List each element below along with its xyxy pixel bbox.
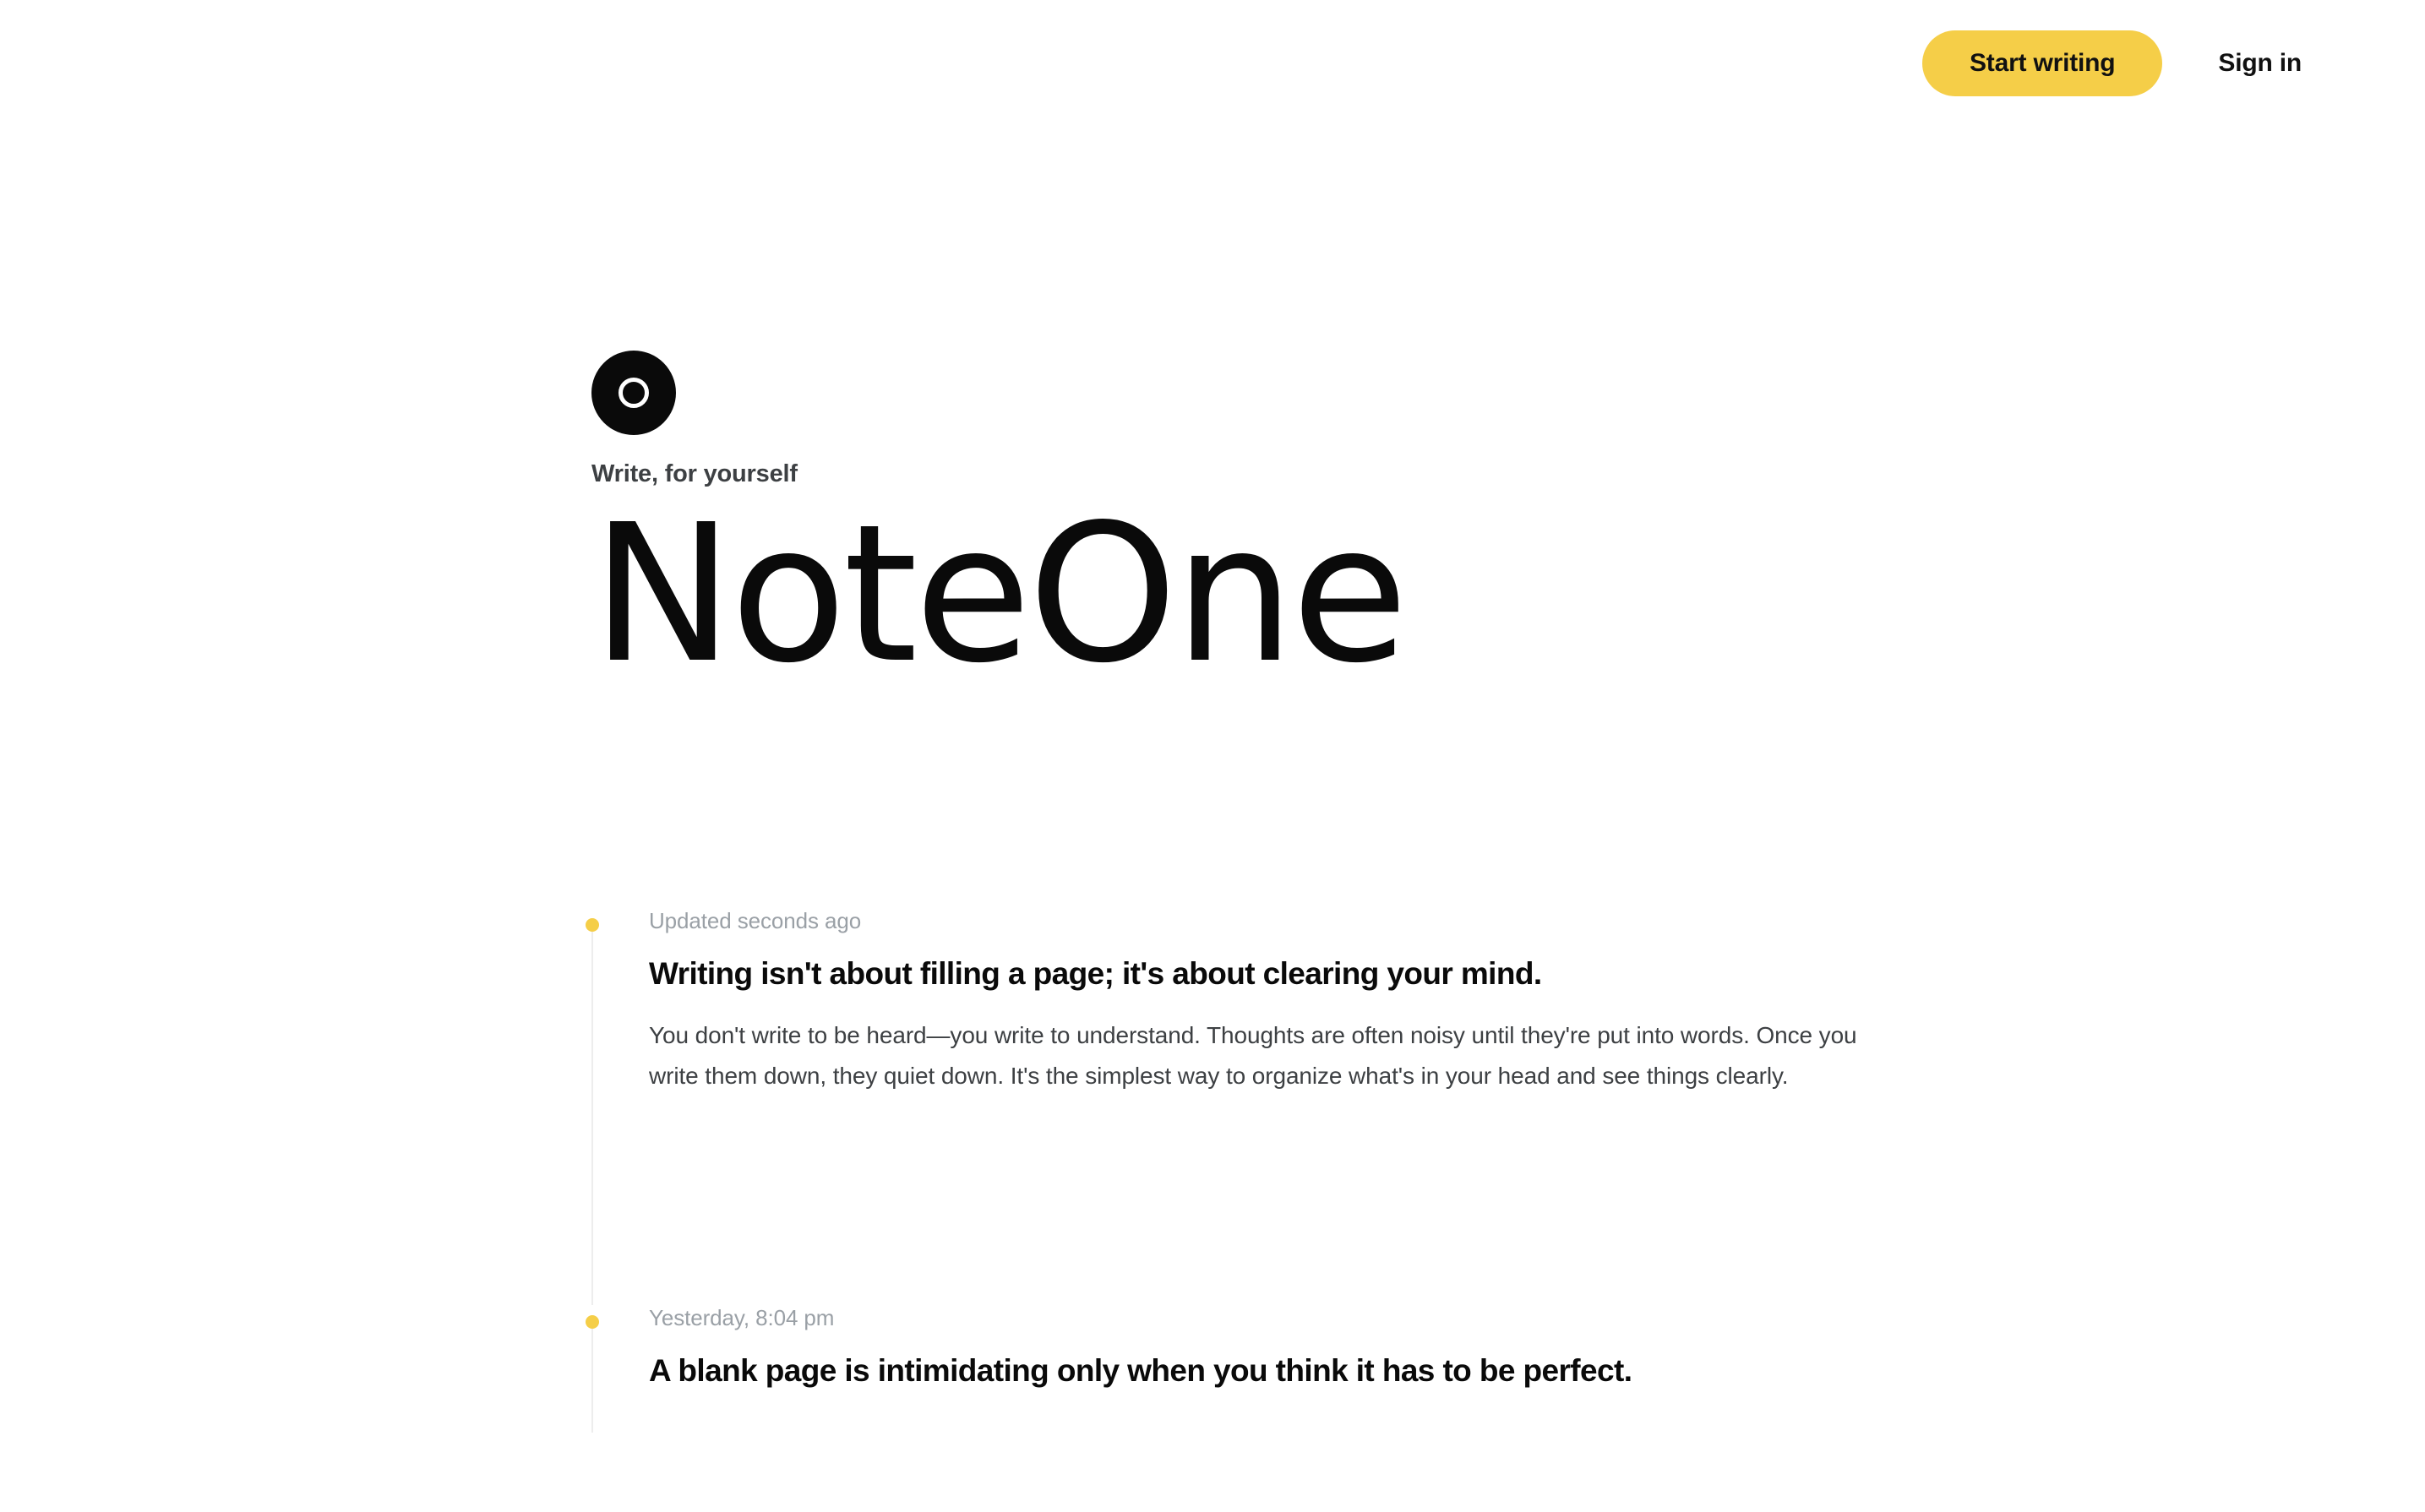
list-item[interactable]: [591, 908, 1943, 1305]
timeline-rail: [591, 1319, 593, 1433]
notes-timeline: [591, 908, 1943, 1433]
note-title[interactable]: Writing isn't about filling a page; it's about clearing your mind.: [649, 956, 1542, 991]
start-writing-button[interactable]: Start writing: [1922, 30, 2162, 96]
note-title[interactable]: A blank page is intimidating only when you think it has to be perfect.: [649, 1353, 1632, 1388]
hero-section: [591, 351, 1859, 705]
top-navigation-bar: [0, 0, 2425, 127]
note-timestamp: Updated seconds ago: [649, 908, 862, 933]
hero-tagline: Write, for yourself: [591, 460, 798, 487]
note-timestamp: Yesterday, 8:04 pm: [649, 1305, 835, 1330]
sign-in-button[interactable]: Sign in: [2196, 30, 2324, 96]
list-item[interactable]: [591, 1305, 1943, 1433]
logo-inner-ring: [619, 378, 649, 408]
note-body: You don't write to be heard—you write to understand. Thoughts are often noisy until they're put into words. Once you write them down, they quiet down. It's the simplest way to organize what's in your head and see things clearly.: [649, 1022, 1857, 1090]
timeline-rail: [591, 922, 593, 1305]
circle-dot-icon: [591, 351, 676, 435]
page-title: NoteOne: [591, 484, 1405, 705]
timeline-dot-icon: [586, 918, 599, 932]
timeline-dot-icon: [586, 1315, 599, 1329]
